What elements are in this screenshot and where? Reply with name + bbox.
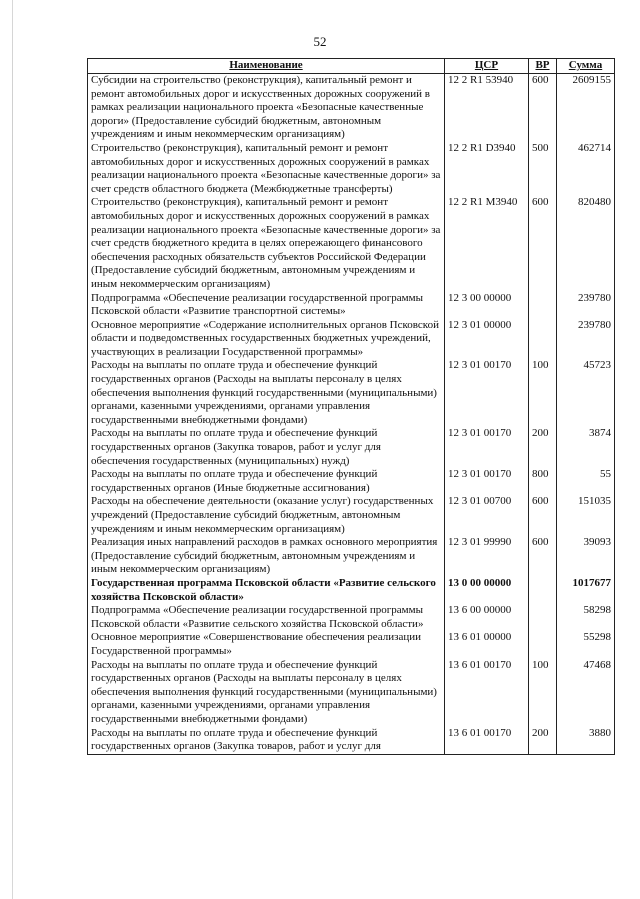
row-csr: 12 3 01 99990 bbox=[445, 536, 529, 577]
row-csr: 13 6 01 00170 bbox=[445, 727, 529, 755]
row-sum: 2609155 bbox=[557, 74, 615, 142]
header-name: Наименование bbox=[88, 59, 445, 74]
row-sum: 55298 bbox=[557, 631, 615, 658]
row-vr: 100 bbox=[529, 359, 557, 427]
row-name: Основное мероприятие «Совершенствование обеспечения реализации Государственной программы» bbox=[88, 631, 445, 658]
row-name: Строительство (реконструкция), капитальный ремонт и ремонт автомобильных дорог и искусственных дорожных сооружений в рамках реализации национального проекта «Безопасные качественные дороги» за счет средств областного бюджета (Межбюджетные трансферты) bbox=[88, 142, 445, 196]
row-vr bbox=[529, 292, 557, 319]
table-row bbox=[88, 536, 615, 577]
row-csr: 13 6 01 00000 bbox=[445, 631, 529, 658]
row-name: Расходы на выплаты по оплате труда и обеспечение функций государственных органов (Расходы на выплаты персоналу в целях обеспечения выполнения функций государственными (муниципальными) органами, казенными учреждениями, органами управления государственными внебюджетными фондами) bbox=[88, 659, 445, 727]
scan-edge bbox=[12, 0, 13, 899]
row-name: Подпрограмма «Обеспечение реализации государственной программы Псковской области «Развитие сельского хозяйства Псковской области» bbox=[88, 604, 445, 631]
table-row bbox=[88, 359, 615, 427]
row-vr bbox=[529, 604, 557, 631]
row-vr: 600 bbox=[529, 536, 557, 577]
row-name: Расходы на выплаты по оплате труда и обеспечение функций государственных органов (Закупка товаров, работ и услуг для bbox=[88, 727, 445, 755]
row-csr: 12 2 R1 53940 bbox=[445, 74, 529, 142]
table-row bbox=[88, 659, 615, 727]
row-csr: 12 3 01 00170 bbox=[445, 427, 529, 468]
row-csr: 12 3 01 00000 bbox=[445, 319, 529, 360]
row-sum: 239780 bbox=[557, 319, 615, 360]
row-name: Государственная программа Псковской области «Развитие сельского хозяйства Псковской области» bbox=[88, 577, 445, 604]
row-csr: 12 2 R1 M3940 bbox=[445, 196, 529, 291]
row-vr: 100 bbox=[529, 659, 557, 727]
row-name: Расходы на выплаты по оплате труда и обеспечение функций государственных органов (Закупка товаров, работ и услуг для обеспечения государственных (муниципальных) нужд) bbox=[88, 427, 445, 468]
row-vr bbox=[529, 631, 557, 658]
row-vr: 800 bbox=[529, 468, 557, 495]
row-csr: 13 6 00 00000 bbox=[445, 604, 529, 631]
row-name: Расходы на обеспечение деятельности (оказание услуг) государственных учреждений (Предоставление субсидий бюджетным, автономным учреждениям и иным некоммерческим организациям) bbox=[88, 495, 445, 536]
row-sum: 1017677 bbox=[557, 577, 615, 604]
row-vr: 600 bbox=[529, 196, 557, 291]
row-sum: 462714 bbox=[557, 142, 615, 196]
table-row bbox=[88, 468, 615, 495]
row-sum: 820480 bbox=[557, 196, 615, 291]
table-row bbox=[88, 495, 615, 536]
row-sum: 58298 bbox=[557, 604, 615, 631]
row-sum: 3880 bbox=[557, 727, 615, 755]
row-csr: 12 3 01 00700 bbox=[445, 495, 529, 536]
row-name: Строительство (реконструкция), капитальный ремонт и ремонт автомобильных дорог и искусственных дорожных сооружений в рамках реализации национального проекта «Безопасные качественные дороги» за счет средств бюджетного кредита в целях опережающего финансового обеспечения расходных обязательств субъектов Российской Федерации (Предоставление субсидий бюджетным, автономным учреждениям и иным некоммерческим организациям) bbox=[88, 196, 445, 291]
row-name: Расходы на выплаты по оплате труда и обеспечение функций государственных органов (Иные бюджетные ассигнования) bbox=[88, 468, 445, 495]
row-name: Реализация иных направлений расходов в рамках основного мероприятия (Предоставление субсидий бюджетным, автономным учреждениям и иным некоммерческим организациям) bbox=[88, 536, 445, 577]
table-row bbox=[88, 631, 615, 658]
row-name: Основное мероприятие «Содержание исполнительных органов Псковской области и подведомственных государственных бюджетных учреждений, участвующих в реализации Государственной программы» bbox=[88, 319, 445, 360]
row-csr: 12 3 01 00170 bbox=[445, 359, 529, 427]
table-row bbox=[88, 427, 615, 468]
row-vr: 600 bbox=[529, 74, 557, 142]
table-row bbox=[88, 74, 615, 142]
row-csr: 12 2 R1 D3940 bbox=[445, 142, 529, 196]
row-vr: 600 bbox=[529, 495, 557, 536]
row-vr: 200 bbox=[529, 427, 557, 468]
table-row bbox=[88, 604, 615, 631]
row-csr: 13 6 01 00170 bbox=[445, 659, 529, 727]
table-row bbox=[88, 292, 615, 319]
row-vr bbox=[529, 319, 557, 360]
header-csr: ЦСР bbox=[445, 59, 529, 74]
row-sum: 3874 bbox=[557, 427, 615, 468]
row-vr: 200 bbox=[529, 727, 557, 755]
row-csr: 12 3 01 00170 bbox=[445, 468, 529, 495]
table-row-program bbox=[88, 577, 615, 604]
header-vr: ВР bbox=[529, 59, 557, 74]
budget-table bbox=[87, 58, 615, 755]
table-row bbox=[88, 727, 615, 755]
row-csr: 12 3 00 00000 bbox=[445, 292, 529, 319]
row-name: Расходы на выплаты по оплате труда и обеспечение функций государственных органов (Расходы на выплаты персоналу в целях обеспечения выполнения функций государственными (муниципальными) органами, казенными учреждениями, органами управления государственными внебюджетными фондами) bbox=[88, 359, 445, 427]
row-sum: 39093 bbox=[557, 536, 615, 577]
table-header-row bbox=[88, 59, 615, 74]
table-row bbox=[88, 142, 615, 196]
table-row bbox=[88, 196, 615, 291]
row-name: Подпрограмма «Обеспечение реализации государственной программы Псковской области «Развитие транспортной системы» bbox=[88, 292, 445, 319]
row-csr: 13 0 00 00000 bbox=[445, 577, 529, 604]
row-sum: 151035 bbox=[557, 495, 615, 536]
row-sum: 45723 bbox=[557, 359, 615, 427]
row-sum: 55 bbox=[557, 468, 615, 495]
row-name: Субсидии на строительство (реконструкция), капитальный ремонт и ремонт автомобильных дорог и искусственных дорожных сооружений в рамках реализации национального проекта «Безопасные качественные дороги» (Предоставление субсидий бюджетным, автономным учреждениям и иным некоммерческим организациям) bbox=[88, 74, 445, 142]
table-row bbox=[88, 319, 615, 360]
row-sum: 239780 bbox=[557, 292, 615, 319]
row-vr bbox=[529, 577, 557, 604]
row-vr: 500 bbox=[529, 142, 557, 196]
page-number: 52 bbox=[313, 34, 327, 49]
row-sum: 47468 bbox=[557, 659, 615, 727]
header-sum: Сумма bbox=[557, 59, 615, 74]
